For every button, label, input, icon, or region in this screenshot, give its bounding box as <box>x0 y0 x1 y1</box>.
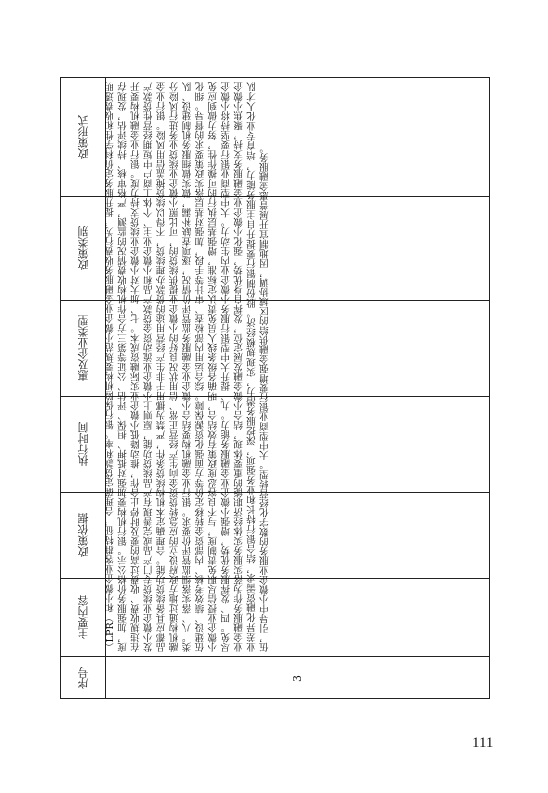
header-enterprise-type: 惠及企业类型 <box>76 315 90 381</box>
header-basis-cell <box>61 492 105 578</box>
header-policy-category-cell <box>61 196 105 300</box>
row-content: （LPR）和小微企业客群特征，合理确定贷款利率。银行保险机构要规范小微企业金融服务收费行为，提升服务定价科学性和收费透明度，加强服务价格公示。银行机构要加强对抵押、担保、评估、公证等第三方合作机构收费情况的监测，严格审核、持续评估，发现存在违规收费、收费过高的要及时停止合作，推动降低小微企业实际融资成本。七、加大对小微企业续贷支持力度。银行业金融机构要开发小微企业续贷专门产品或完善现有产品续贷功能，原则上小微企业流动资金贷款产品和小微企业主、个体工商户中短期经营性贷款产品都应具备续贷功能。合理确定本机构续贷条件，严禁为挪用于非生产经营用途的贷款办理续贷，不得以续贷掩盖信用风险。银行业金融机构通过地方政府设立的应急转贷资金向生产经营正常、信用状况良好的小微企业提供续贷的，可比照小微企业续贷业务进行风险分类。八、落实落细监管评价要求。银行业金融机构要结合小微企业金融服务监管评价情况，逐项查缺补漏，做实做细服务机制建设、队伍建设、绩效考核、内部资金转移定价等方面强化资源保障。综合运用内部检查、审计等手段，加强对基层落实政策要求的督导。细化小微企业授信尽职免责制度，与不良容忍度政策有效结合，明确各级条线人员免责认定标准，增强基层执行的可操作性，努力做到应免尽免。四、发挥服务优势，增强小微企业金融服务能力。九、提升大中型银行服务小微企业内生动力。大中型商业银行要坚持将小微企业金融服务作为落实服务实体经济职能的重要体现，结合小微金融发展定位，发挥自身优势，强化小微企业金融服务支持，聚焦小微企业差异化融资需求，结合银行特长和业务强项，深挖服务潜力，实现规模经济。股份制银行要提升自主服务能力，培育专业化人才队伍，引导中小微企业服务的数字化经营转型。大中型商业银行要增强金融供给的区域协调，因地制宜开展普惠金融服务。 <box>105 82 271 652</box>
header-enterprise-type-cell <box>61 300 105 396</box>
header-content-cell <box>61 578 105 656</box>
page-number: 111 <box>472 735 494 751</box>
row-seq: 3 <box>290 674 304 682</box>
header-exec-time-cell <box>61 396 105 492</box>
policy-table <box>60 77 490 699</box>
header-exec-time: 执行时间 <box>76 422 90 466</box>
row-seq-cell <box>105 656 489 700</box>
header-policy-form-cell <box>61 78 105 196</box>
header-seq: 序号 <box>76 667 90 689</box>
header-seq-cell <box>61 656 105 700</box>
header-basis: 政策依据 <box>76 513 90 557</box>
header-policy-category: 政策类别 <box>76 226 90 270</box>
header-content: 主要内容 <box>76 595 90 639</box>
header-policy-form: 政策形式 <box>76 115 90 159</box>
